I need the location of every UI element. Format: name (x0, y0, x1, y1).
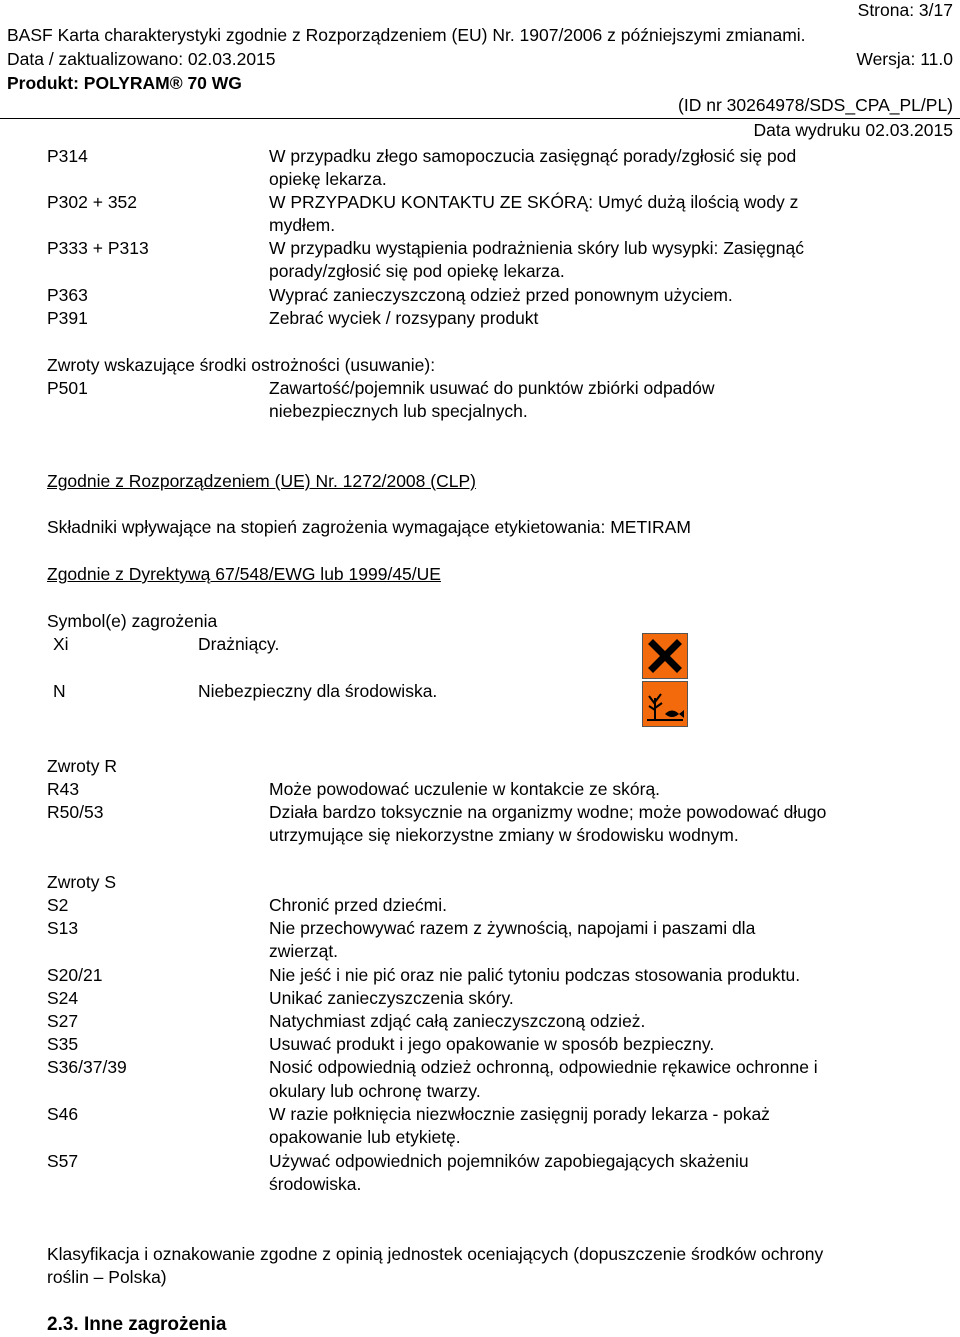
update-date: Data / zaktualizowano: 02.03.2015 (7, 49, 276, 69)
r-code: R43 (47, 779, 80, 799)
disposal-code: P501 (47, 378, 88, 398)
p-code: P391 (47, 308, 88, 328)
s-text-line: opakowanie lub etykietę. (269, 1127, 461, 1147)
p-code: P333 + P313 (47, 238, 149, 258)
labelling-components: Składniki wpływające na stopień zagrożenia wymagające etykietowania: METIRAM (47, 517, 691, 537)
s-code: S27 (47, 1011, 79, 1031)
s-code: S24 (47, 988, 79, 1008)
r-text-line: utrzymujące się niekorzystne zmiany w środowisku wodnym. (269, 825, 739, 845)
hazard-code-n: N (53, 681, 66, 701)
s-code: S20/21 (47, 965, 103, 985)
s-text-line: Nie jeść i nie pić oraz nie palić tytoniu podczas stosowania produktu. (269, 965, 801, 985)
hazard-code-xi: Xi (53, 634, 69, 654)
classification-note-line: roślin – Polska) (47, 1267, 167, 1287)
directive-heading: Zgodnie z Dyrektywą 67/548/EWG lub 1999/45/UE (47, 564, 441, 584)
s-code: S35 (47, 1034, 79, 1054)
p-text-line: W PRZYPADKU KONTAKTU ZE SKÓRĄ: Umyć dużą ilością wody z (269, 192, 799, 212)
hazard-text-n: Niebezpieczny dla środowiska. (198, 681, 438, 701)
s-text-line: Natychmiast zdjąć całą zanieczyszczoną odzież. (269, 1011, 646, 1031)
s-phrases-heading: Zwroty S (47, 872, 117, 892)
clp-heading: Zgodnie z Rozporządzeniem (UE) Nr. 1272/2008 (CLP) (47, 471, 476, 491)
s-text-line: Usuwać produkt i jego opakowanie w sposób bezpieczny. (269, 1034, 715, 1054)
s-code: S57 (47, 1151, 79, 1171)
s-text-line: Używać odpowiednich pojemników zapobiegających skażeniu (269, 1151, 749, 1171)
s-text-line: okulary lub ochronę twarzy. (269, 1081, 481, 1101)
p-text-line: mydłem. (269, 215, 336, 235)
p-text-line: opiekę lekarza. (269, 169, 387, 189)
p-text-line: W przypadku złego samopoczucia zasięgnąć porady/zgłosić się pod (269, 146, 797, 166)
document-title: BASF Karta charakterystyki zgodnie z Rozporządzeniem (EU) Nr. 1907/2006 z późniejszymi zmianami. (7, 25, 806, 45)
r-code: R50/53 (47, 802, 104, 822)
s-code: S46 (47, 1104, 79, 1124)
p-text-line: Zebrać wyciek / rozsypany produkt (269, 308, 539, 328)
p-code: P302 + 352 (47, 192, 138, 212)
hazard-text-xi: Drażniący. (198, 634, 280, 654)
harmful-cross-icon (642, 633, 688, 679)
s-text-line: Chronić przed dziećmi. (269, 895, 447, 915)
header-divider (0, 118, 960, 119)
dead-tree-fish-icon (642, 681, 688, 727)
p-code: P363 (47, 285, 88, 305)
version: Wersja: 11.0 (856, 49, 953, 69)
s-text-line: zwierząt. (269, 941, 339, 961)
page-number: Strona: 3/17 (857, 0, 953, 20)
s-text-line: Nie przechowywać razem z żywnością, napojami i paszami dla (269, 918, 756, 938)
r-text-line: Działa bardzo toksycznie na organizmy wodne; może powodować długo (269, 802, 827, 822)
s-text-line: Unikać zanieczyszczenia skóry. (269, 988, 514, 1008)
p-text-line: porady/zgłosić się pod opiekę lekarza. (269, 261, 565, 281)
r-text-line: Może powodować uczulenie w kontakcie ze skórą. (269, 779, 661, 799)
product-name: Produkt: POLYRAM® 70 WG (7, 73, 242, 93)
disposal-heading: Zwroty wskazujące środki ostrożności (usuwanie): (47, 355, 436, 375)
s-text-line: środowiska. (269, 1174, 362, 1194)
s-code: S13 (47, 918, 79, 938)
s-text-line: Nosić odpowiednią odzież ochronną, odpowiednie rękawice ochronne i (269, 1057, 818, 1077)
disposal-text-line: Zawartość/pojemnik usuwać do punktów zbiórki odpadów (269, 378, 715, 398)
r-phrases-heading: Zwroty R (47, 756, 117, 776)
s-code: S36/37/39 (47, 1057, 127, 1077)
p-text-line: Wyprać zanieczyszczoną odzież przed ponownym użyciem. (269, 285, 733, 305)
print-date: Data wydruku 02.03.2015 (753, 120, 953, 140)
sds-id: (ID nr 30264978/SDS_CPA_PL/PL) (678, 95, 953, 115)
p-text-line: W przypadku wystąpienia podrażnienia skóry lub wysypki: Zasięgnąć (269, 238, 804, 258)
disposal-text-line: niebezpiecznych lub specjalnych. (269, 401, 528, 421)
classification-note-line: Klasyfikacja i oznakowanie zgodne z opinią jednostek oceniających (dopuszczenie środków ochrony (47, 1244, 824, 1264)
hazard-symbols-heading: Symbol(e) zagrożenia (47, 611, 218, 631)
p-code: P314 (47, 146, 88, 166)
s-code: S2 (47, 895, 69, 915)
s-text-line: W razie połknięcia niezwłocznie zasięgnij porady lekarza - pokaż (269, 1104, 770, 1124)
section-heading: 2.3. Inne zagrożenia (47, 1314, 227, 1335)
